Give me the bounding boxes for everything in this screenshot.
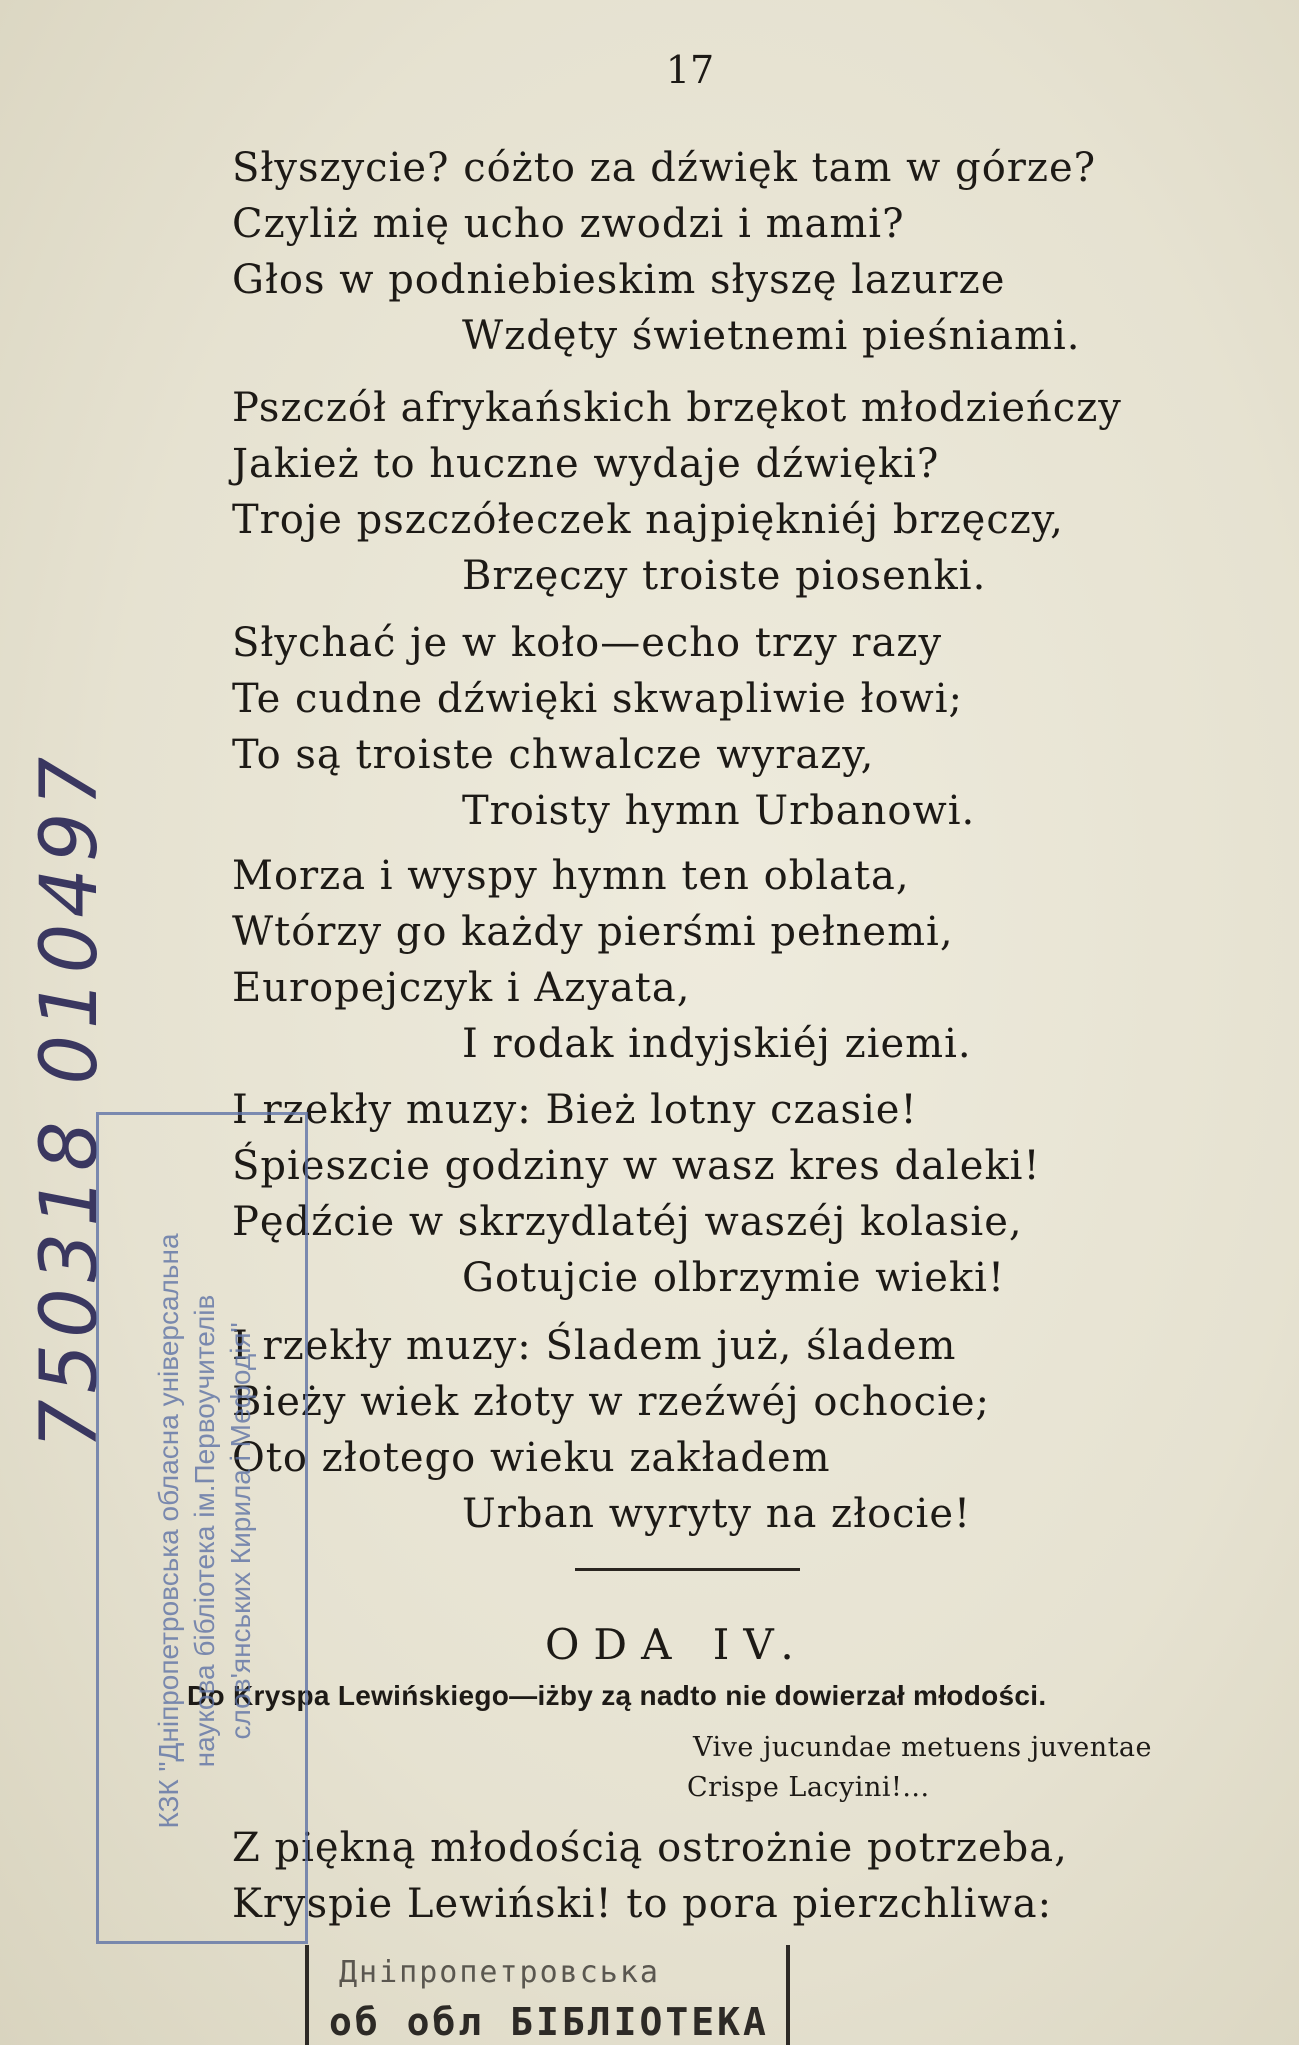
- verse-line: Głos w podniebieskim słyszę lazurze: [232, 257, 1006, 303]
- epigraph-line: Crispe Lacyini!...: [687, 1772, 930, 1803]
- verse-line: Te cudne dźwięki skwapliwie łowi;: [232, 676, 964, 722]
- bottom-stamp-line: Дніпропетровська: [339, 1955, 660, 1990]
- ode-title: ODA IV.: [545, 1620, 808, 1669]
- bottom-stamp-line: об обл БІБЛІОТЕКА: [329, 2000, 769, 2044]
- stanza-1: [232, 140, 1096, 364]
- verse-line: Czyliż mię ucho zwodzi i mami?: [232, 201, 905, 247]
- verse-line: Słyszycie? cóżto za dźwięk tam w górze?: [232, 145, 1097, 191]
- verse-line: Pszczół afrykańskich brzękot młodzieńczy: [232, 385, 1122, 431]
- verse-line: Brzęczy troiste piosenki.: [462, 553, 987, 599]
- stanza-5: [232, 1082, 1041, 1306]
- handwritten-inventory-number: 750318 010497: [25, 750, 115, 1450]
- verse-line: Śpieszcie godziny w wasz kres daleki!: [232, 1143, 1041, 1189]
- epigraph-line: Vive jucundae metuens juventae: [693, 1732, 1153, 1763]
- stanza-3: [232, 615, 975, 839]
- library-stamp: [96, 1112, 308, 1944]
- verse-line: Wtórzy go każdy pierśmi pełnemi,: [232, 909, 954, 955]
- verse-line: To są troiste chwalcze wyrazy,: [232, 732, 875, 778]
- ode-subtitle: Do Kryspa Lewińskiego—iżby zą nadto nie dowierzał młodości.: [187, 1680, 1047, 1711]
- verse-line: I rzekły muzy: Bież lotny czasie!: [232, 1087, 918, 1133]
- verse-line: Troje pszczółeczek najpiękniéj brzęczy,: [232, 497, 1064, 543]
- verse-line: Troisty hymn Urbanowi.: [462, 788, 976, 834]
- verse-line: Morza i wyspy hymn ten oblata,: [232, 853, 910, 899]
- verse-line: Bieży wiek złoty w rzeźwéj ochocie;: [232, 1379, 991, 1425]
- verse-line: I rzekły muzy: Śladem już, śladem: [232, 1323, 957, 1369]
- epigraph: [687, 1728, 1153, 1808]
- verse-line: Urban wyryty na złocie!: [462, 1491, 972, 1537]
- stanza-6: [232, 1318, 990, 1542]
- verse-line: Słychać je w koło—echo trzy razy: [232, 620, 943, 666]
- ode-stanza-1: [232, 1820, 1068, 1932]
- verse-line: Europejczyk i Azyata,: [232, 965, 691, 1011]
- verse-line: I rodak indyjskiéj ziemi.: [462, 1021, 972, 1067]
- stanza-2: [232, 380, 1122, 604]
- verse-line: Gotujcie olbrzymie wieki!: [462, 1255, 1006, 1301]
- page-number: 17: [665, 48, 715, 92]
- verse-line: Z piękną młodością ostrożnie potrzeba,: [232, 1825, 1068, 1871]
- verse-line: Kryspie Lewiński! to pora pierzchliwa:: [232, 1881, 1053, 1927]
- stanza-4: [232, 848, 972, 1072]
- verse-line: Pędźcie w skrzydlatéj waszéj kolasie,: [232, 1199, 1023, 1245]
- verse-line: Jakież to huczne wydaje dźwięki?: [232, 441, 940, 487]
- verse-line: Wzdęty świetnemi pieśniami.: [462, 313, 1081, 359]
- library-stamp-text: КЗК "Дніпропетровська обласна універсальна наукова бібліотека ім.Первоучителів слов'янських Кирила і Мефодія": [153, 1233, 256, 1829]
- verse-line: Oto złotego wieku zakładem: [232, 1435, 831, 1481]
- section-divider: [575, 1568, 800, 1571]
- bottom-library-stamp: [305, 1945, 790, 2045]
